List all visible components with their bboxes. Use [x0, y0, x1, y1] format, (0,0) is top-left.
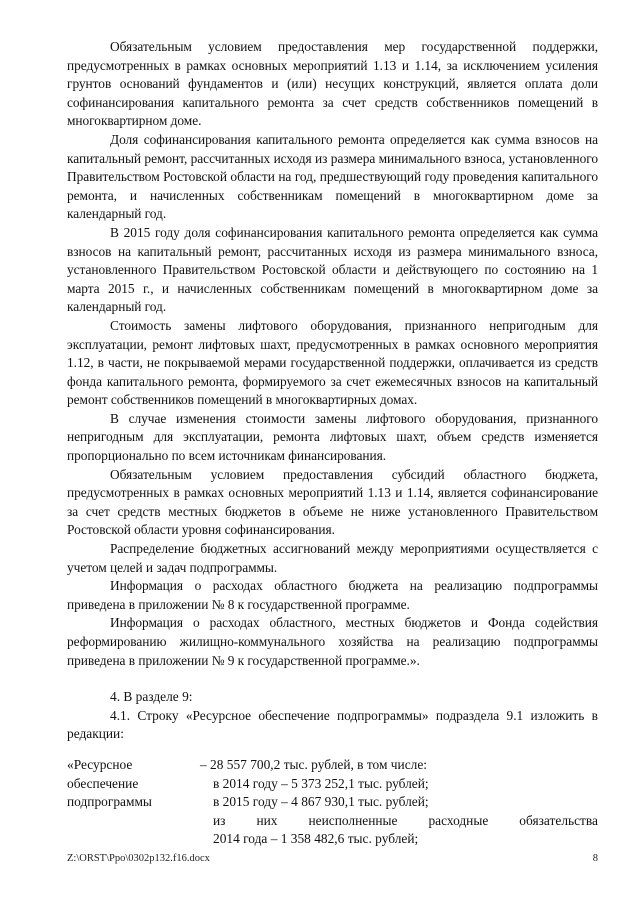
spacer — [67, 670, 598, 688]
paragraph: Информация о расходах областного, местных бюджетов и Фонда содействия реформированию жилищно-коммунального хозяйства на реализацию подпрограммы приведена в приложении № 9 к государственной программе.». — [67, 615, 598, 668]
paragraph: Стоимость замены лифтового оборудования, признанного непригодным для эксплуатации, ремонт лифтовых шахт, предусмотренных в рамках основного мероприятия 1.12, в части, не покрываемой мерами государственной поддержки, оплачивается из средств фонда капитального ремонта, формируемого за счет ежемесячных взносов на капитальный ремонт собственников помещений в многоквартирных домах. — [67, 317, 598, 408]
resource-2014-unfulfilled: 2014 года – 1 358 482,6 тыс. рублей; — [213, 831, 419, 847]
document-body — [67, 38, 598, 849]
subsection-item: 4.1. Строку «Ресурсное обеспечение подпрограммы» подраздела 9.1 изложить в редакции: — [67, 707, 598, 742]
resource-unfulfilled: из них неисполненные расходные обязательства — [213, 812, 598, 828]
spacer — [67, 744, 598, 756]
paragraph: Обязательным условием предоставления мер государственной поддержки, предусмотренных в рамках основных мероприятий 1.13 и 1.14, за исключением усиления грунтов оснований фундаментов и (или) несущих конструкций, является оплата доли софинансирования капитального ремонта за счет средств собственников помещений в многоквартирном доме. — [67, 39, 598, 129]
footer-file-path: Z:\ORST\Ppo\0302p132.f16.docx — [67, 853, 210, 864]
paragraph: Информация о расходах областного бюджета на реализацию подпрограммы приведена в приложении № 8 к государственной программе. — [67, 578, 598, 612]
paragraph: В случае изменения стоимости замены лифтового оборудования, признанного непригодным для эксплуатации, ремонта лифтовых шахт, объем средств изменяется пропорционально по всем источникам финансирования. — [67, 410, 598, 464]
resource-total: – 28 557 700,2 тыс. рублей, в том числе: — [200, 756, 427, 772]
resource-values — [200, 756, 598, 849]
resource-table — [67, 756, 598, 849]
resource-2015: в 2015 году – 4 867 930,1 тыс. рублей; — [213, 794, 429, 810]
paragraph: Обязательным условием предоставления субсидий областного бюджета, предусмотренных в рамках основных мероприятий 1.13 и 1.14, является софинансирование за счет средств местных бюджетов в объеме не ниже установленного Правительством Ростовской области уровня софинансирования. — [67, 466, 598, 538]
page-number: 8 — [592, 853, 598, 864]
resource-2014: в 2014 году – 5 373 252,1 тыс. рублей; — [213, 775, 429, 791]
resource-label: «Ресурсное обеспечение подпрограммы — [67, 756, 152, 810]
paragraph: В 2015 году доля софинансирования капитального ремонта определяется как сумма взносов на капитальный ремонт, рассчитанных исходя из размера минимального взноса, установленного Правительством Ростовской области и действующего по состоянию на 1 марта 2015 г., и начисленных собственникам помещений в многоквартирном доме за календарный год. — [67, 224, 598, 315]
paragraph: Распределение бюджетных ассигнований между мероприятиями осуществляется с учетом целей и задач подпрограммы. — [67, 541, 598, 575]
paragraph: Доля софинансирования капитального ремонта определяется как сумма взносов на капитальный ремонт, рассчитанных исходя из размера минимального взноса, установленного Правительством Ростовской области на год, предшествующий году проведения капитального ремонта, и начисленных собственникам помещений в многоквартирном доме за календарный год. — [67, 131, 598, 222]
section-item: 4. В разделе 9: — [110, 689, 193, 705]
